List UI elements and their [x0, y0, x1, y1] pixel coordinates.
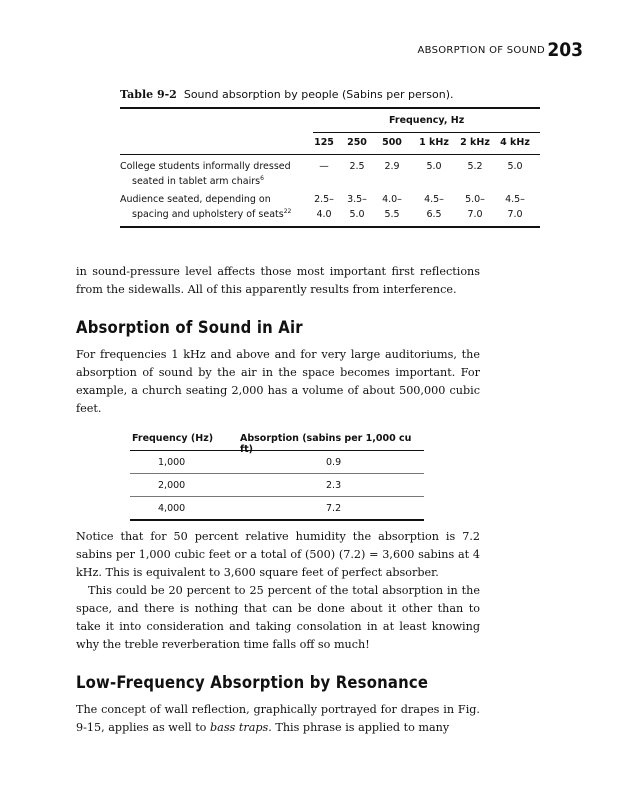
table-row — [130, 474, 424, 497]
header-rule — [120, 154, 540, 155]
col-header: 2 kHz — [460, 137, 490, 148]
cell: 4.5– — [505, 194, 525, 205]
cell: 3.5– — [347, 194, 367, 205]
air-col-absorption: Absorption (sabins per 1,000 cu ft) — [240, 433, 412, 455]
paragraph-text: For frequencies 1 kHz and above and for very large auditoriums, the absorption of sound by the air in the space becomes important. For example, a church seating 2,000 has a volume of about 500,000 cubic feet. — [76, 348, 480, 415]
table-row — [130, 497, 424, 521]
row-label-line: seated in tablet arm chairs$^6$ — [132, 174, 264, 187]
footnote-ref: 22 — [283, 207, 292, 215]
cell: 4.5– — [424, 194, 444, 205]
paragraph — [76, 346, 480, 418]
table-label: Table 9-2 — [120, 88, 177, 101]
air-cell-absorption: 0.9 — [326, 457, 342, 468]
cell: 6.5 — [426, 209, 442, 220]
cell: 5.2 — [467, 161, 483, 172]
paragraph — [76, 528, 480, 654]
air-cell-absorption: 2.3 — [326, 480, 342, 491]
table-title: Sound absorption by people (Sabins per person). — [183, 88, 454, 101]
section-heading: Low-Frequency Absorption by Resonance — [76, 673, 429, 692]
paragraph-text: The concept of wall reflection, graphically portrayed for drapes in Fig. 9-15, applies as well to bass traps. This phrase is applied to many — [76, 703, 480, 734]
paragraph-text: This could be 20 percent to 25 percent of the total absorption in the space, and there is nothing that can be done about it other than to take it into consideration and taking consolation in at least knowing why the treble reverberation time falls off so much! — [76, 584, 480, 651]
cell: 5.0 — [507, 161, 523, 172]
cell: 5.0 — [349, 209, 365, 220]
page-header — [76, 40, 583, 62]
row-label-line: Audience seated, depending on — [120, 194, 271, 205]
page-number: 203 — [547, 39, 583, 61]
cell: 7.0 — [507, 209, 523, 220]
col-header: 1 kHz — [419, 137, 449, 148]
air-col-frequency: Frequency (Hz) — [132, 433, 214, 444]
frequency-group-header — [120, 109, 540, 133]
col-header: 125 — [314, 137, 334, 148]
paragraph-text: in sound-pressure level affects those most important first reflections from the sidewalls. All of this apparently results from interference. — [76, 265, 480, 296]
col-header: 4 kHz — [500, 137, 530, 148]
air-table-header — [130, 428, 424, 455]
row-label-line: spacing and upholstery of seats$^{22}$ — [132, 207, 292, 220]
cell: 2.5 — [349, 161, 365, 172]
cell: — — [319, 161, 329, 172]
paragraph-text: Notice that for 50 percent relative humidity the absorption is 7.2 sabins per 1,000 cubic feet or a total of (500) (7.2) = 3,600 sabins at 4 kHz. This is equivalent to 3,600 square feet of perfect absorber. — [76, 530, 480, 579]
paragraph — [76, 263, 480, 299]
air-cell-frequency: 1,000 — [158, 457, 186, 468]
section-heading: Absorption of Sound in Air — [76, 318, 303, 337]
cell: 2.5– — [314, 194, 334, 205]
italic-term: bass traps. — [209, 721, 272, 734]
row-label — [120, 192, 300, 222]
paragraph — [76, 701, 480, 737]
row-label — [120, 159, 300, 189]
table-row — [120, 159, 540, 192]
table-row — [120, 192, 540, 226]
column-header-row — [120, 133, 540, 154]
col-header: 250 — [347, 137, 367, 148]
cell: 5.5 — [384, 209, 400, 220]
cell: 4.0– — [382, 194, 402, 205]
cell: 4.0 — [316, 209, 332, 220]
air-absorption-table — [130, 428, 424, 521]
air-cell-frequency: 2,000 — [158, 480, 186, 491]
table-9-2 — [120, 88, 540, 228]
cell: 2.9 — [384, 161, 400, 172]
table-row — [130, 451, 424, 474]
col-header: 500 — [382, 137, 402, 148]
table-bottom-rule — [120, 226, 540, 228]
frequency-header-label: Frequency, Hz — [389, 115, 465, 126]
row-label-line: College students informally dressed — [120, 161, 291, 172]
table-caption — [120, 88, 540, 101]
footnote-ref: 6 — [260, 174, 264, 182]
air-cell-frequency: 4,000 — [158, 503, 186, 514]
cell: 7.0 — [467, 209, 483, 220]
cell: 5.0– — [465, 194, 485, 205]
air-cell-absorption: 7.2 — [326, 503, 342, 514]
cell: 5.0 — [426, 161, 442, 172]
running-title: ABSORPTION OF SOUND — [417, 45, 545, 56]
